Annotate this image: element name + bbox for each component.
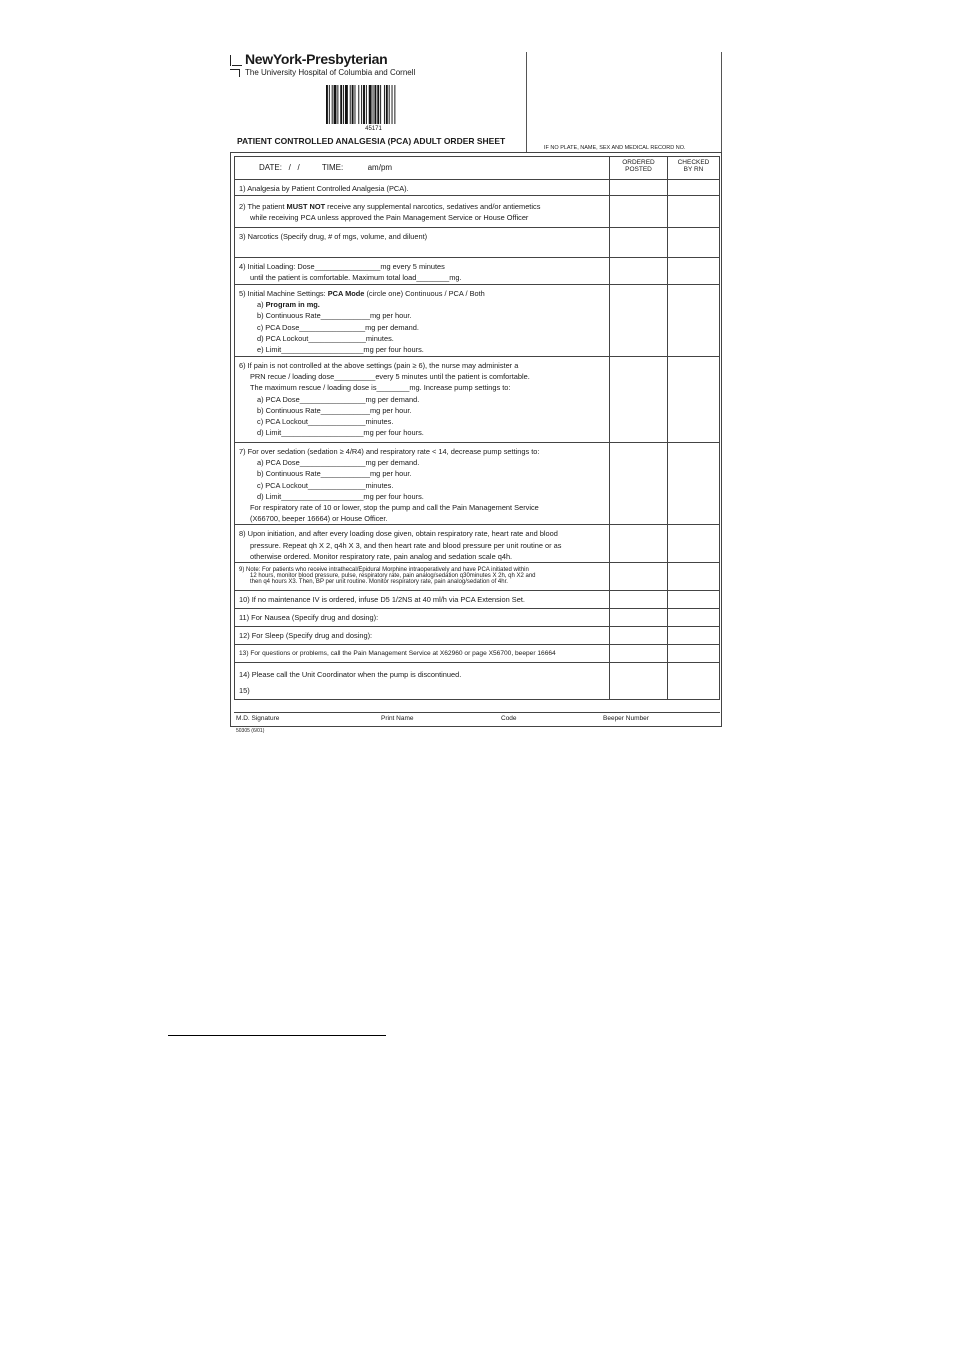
checked-cell[interactable] — [668, 591, 720, 609]
order-item-13: 13) For questions or problems, call the Pain Management Service at X62960 or page X56700, beeper 16664 — [239, 650, 556, 658]
document-title: PATIENT CONTROLLED ANALGESIA (PCA) ADULT ORDER SHEET — [237, 136, 506, 146]
order-item-14-15: 14) Please call the Unit Coordinator when the pump is discontinued. 15) — [239, 670, 462, 696]
ordered-cell[interactable] — [610, 525, 668, 563]
print-name-label: Print Name — [381, 715, 414, 722]
header-divider — [526, 52, 527, 152]
checked-cell[interactable] — [668, 258, 720, 285]
ordered-cell[interactable] — [610, 443, 668, 525]
order-item-1: 1) Analgesia by Patient Controlled Analgesia (PCA). — [239, 184, 409, 193]
ordered-cell[interactable] — [610, 180, 668, 196]
table-row — [235, 196, 720, 228]
table-row — [235, 443, 720, 525]
checked-cell[interactable] — [668, 357, 720, 443]
order-item-8: 8) Upon initiation, and after every loading dose given, obtain respiratory rate, heart rate and blood pressure. Repeat qh X 2, q4h X 3, and then heart rate and blood pressure per unit routine or as otherwise ordered. Monitor respiratory rate, pain analog and sedation scale q4h. — [239, 529, 562, 561]
ordered-cell[interactable] — [610, 663, 668, 700]
ordered-cell[interactable] — [610, 258, 668, 285]
header-right-border — [721, 52, 722, 152]
checked-cell[interactable] — [668, 609, 720, 627]
order-item-2: 2) The patient MUST NOT receive any supplemental narcotics, sedatives and/or antiemetics while receiving PCA unless approved the Pain Management Service or House Officer — [239, 202, 541, 223]
ordered-cell[interactable] — [610, 591, 668, 609]
table-row — [235, 357, 720, 443]
table-row — [235, 525, 720, 563]
table-row — [235, 563, 720, 591]
beeper-number-label: Beeper Number — [603, 715, 649, 722]
ordered-cell[interactable] — [610, 357, 668, 443]
ordered-cell[interactable] — [610, 228, 668, 258]
checked-cell[interactable] — [668, 645, 720, 663]
ordered-posted-header: ORDERED POSTED — [622, 159, 655, 173]
order-item-9: 9) Note: For patients who receive intrathecal/Epidural Morphine intraoperatively and have PCA initiated within 12 hours, monitor blood pressure, pulse, respiratory rate, pain analog/sedation q30minutes X 2h, qh X2 and then q4 hours X3. Then, BP per unit routine. Monitor respiratory rate, pain analog/sedation of 4hr. — [239, 567, 536, 586]
signature-line[interactable] — [234, 712, 720, 713]
org-subtitle: The University Hospital of Columbia and Cornell — [245, 68, 416, 77]
table-header-row — [235, 157, 720, 180]
checked-cell[interactable] — [668, 180, 720, 196]
org-name: NewYork-Presbyterian — [245, 51, 388, 67]
checked-cell[interactable] — [668, 285, 720, 357]
barcode-number: 45171 — [365, 126, 382, 132]
table-row — [235, 228, 720, 258]
table-row — [235, 258, 720, 285]
order-item-5: 5) Initial Machine Settings: PCA Mode (circle one) Continuous / PCA / Both a) Program in mg. b) Continuous Rate____________mg per hour. c) PCA Dose________________mg per demand. d) PCA Lockout______________minutes. e) Limit____________________mg per four hours. — [239, 289, 485, 355]
md-signature-label: M.D. Signature — [236, 715, 280, 722]
logo-bracket-icon — [230, 55, 242, 77]
checked-cell[interactable] — [668, 563, 720, 591]
form-code: 50305 (6/01) — [236, 728, 265, 734]
ordered-cell[interactable] — [610, 196, 668, 228]
table-row — [235, 663, 720, 700]
checked-cell[interactable] — [668, 525, 720, 563]
table-row — [235, 591, 720, 609]
ordered-cell[interactable] — [610, 609, 668, 627]
ordered-cell[interactable] — [610, 563, 668, 591]
ordered-cell[interactable] — [610, 285, 668, 357]
footnote-rule — [168, 1035, 386, 1036]
order-item-4: 4) Initial Loading: Dose________________mg every 5 minutes until the patient is comfortable. Maximum total load________mg. — [239, 262, 462, 283]
table-row — [235, 645, 720, 663]
order-item-7: 7) For over sedation (sedation ≥ 4/R4) and respiratory rate < 14, decrease pump settings to: a) PCA Dose________________mg per demand. b) Continuous Rate____________mg per hour. c) PCA Lockout______________minutes. d) Limit____________________mg per four hours. For respiratory rate of 10 or lower, stop the pump and call the Pain Management Service (X66700, beeper 16664) or House Officer. — [239, 447, 540, 524]
date-time-field[interactable]: DATE: / / TIME: am/pm — [259, 163, 393, 172]
checked-cell[interactable] — [668, 196, 720, 228]
checked-cell[interactable] — [668, 663, 720, 700]
table-row — [235, 609, 720, 627]
checked-by-rn-header: CHECKED BY RN — [677, 159, 710, 173]
ordered-cell[interactable] — [610, 627, 668, 645]
order-item-3: 3) Narcotics (Specify drug, # of mgs, volume, and diluent) — [239, 232, 428, 241]
table-row — [235, 180, 720, 196]
table-row — [235, 627, 720, 645]
plate-note: IF NO PLATE, NAME, SEX AND MEDICAL RECORD NO. — [544, 145, 686, 151]
orders-table — [234, 156, 720, 700]
table-row — [235, 285, 720, 357]
code-label: Code — [501, 715, 517, 722]
checked-cell[interactable] — [668, 443, 720, 525]
order-item-11: 11) For Nausea (Specify drug and dosing): — [239, 613, 379, 623]
checked-cell[interactable] — [668, 627, 720, 645]
barcode-icon — [326, 85, 421, 124]
ordered-cell[interactable] — [610, 645, 668, 663]
order-item-6: 6) If pain is not controlled at the above settings (pain ≥ 6), the nurse may administer a PRN recue / loading dose__________every 5 minutes until the patient is comfortable. The maximum rescue / loading dose is________mg. Increase pump settings to: a) PCA Dose________________mg per demand. b) Continuous Rate____________mg per hour. c) PCA Lockout______________minutes. d) Limit____________________mg per four hours. — [239, 361, 530, 438]
checked-cell[interactable] — [668, 228, 720, 258]
order-item-10: 10) If no maintenance IV is ordered, infuse D5 1/2NS at 40 ml/h via PCA Extension Set. — [239, 595, 525, 605]
order-item-12: 12) For Sleep (Specify drug and dosing): — [239, 631, 373, 641]
